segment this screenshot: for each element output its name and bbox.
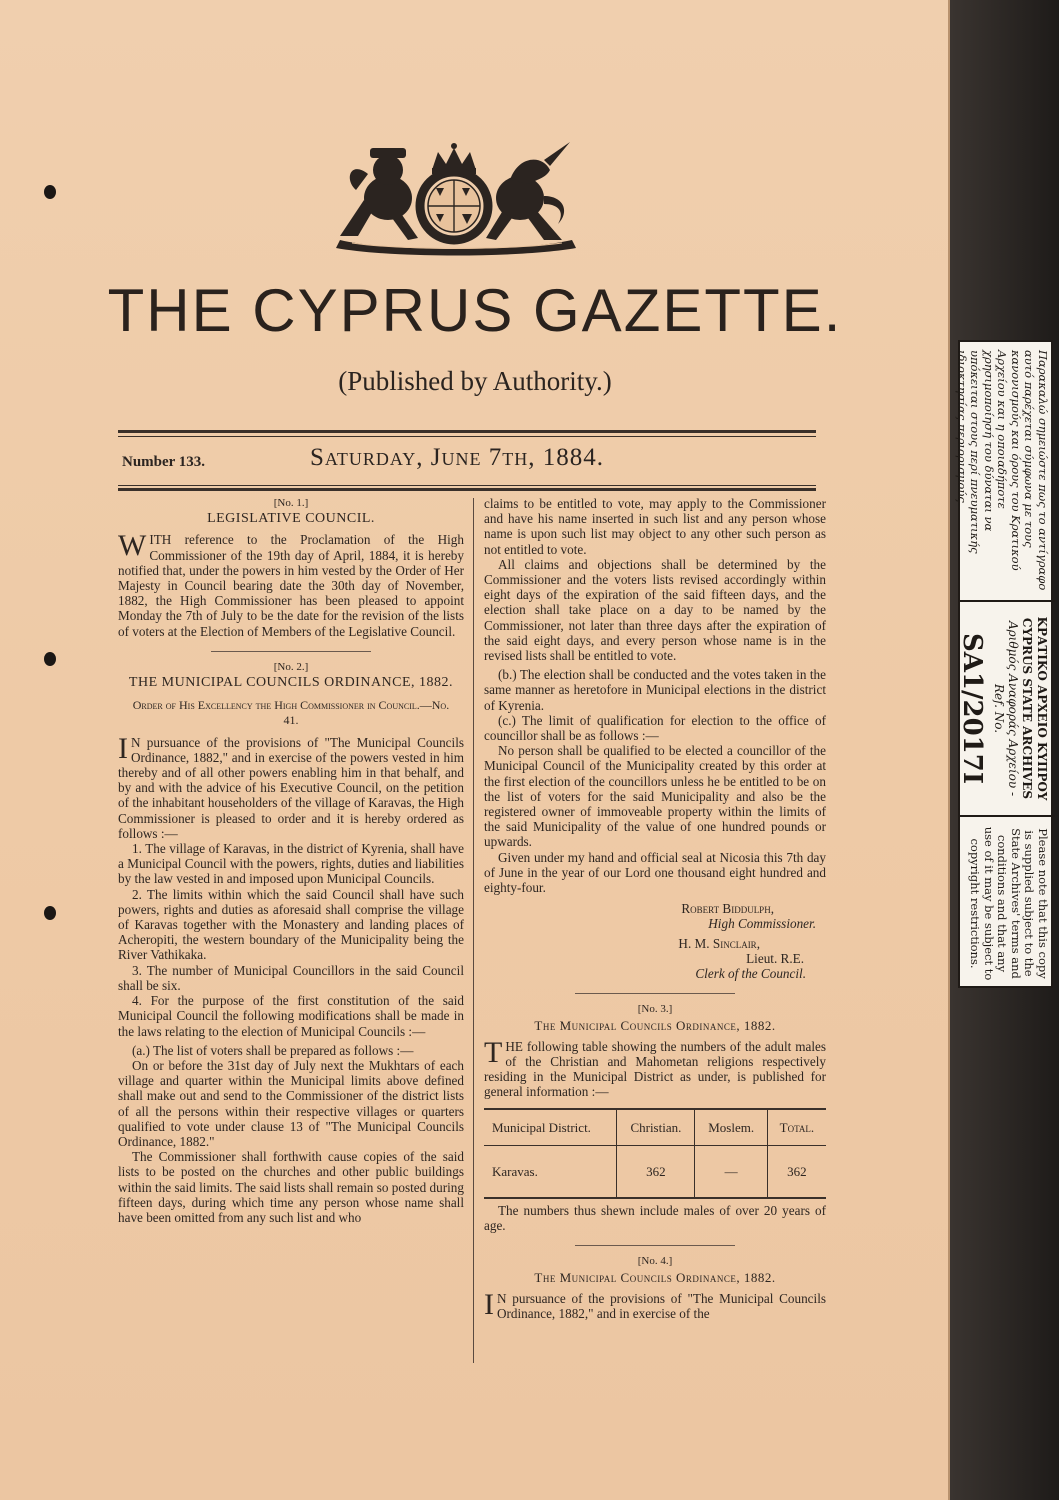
stamp-ref-code: SA1/2017I — [957, 632, 987, 785]
table-header: Christian. — [617, 1109, 695, 1146]
notice-body: IN pursuance of the provisions of "The Municipal Councils Ordinance, 1882," and in exercise of the — [484, 1287, 826, 1321]
table-header: Total. — [767, 1109, 826, 1146]
given-clause: Given under my hand and official seal at Nicosia this 7th day of June in the year of our Lord one thousand eight hundred and eighty-four. — [484, 849, 826, 896]
notice-heading: LEGISLATIVE COUNCIL. — [207, 511, 375, 527]
table-header: Moslem. — [695, 1109, 767, 1146]
left-column — [118, 496, 464, 1225]
signatory-name: Robert Biddulph, — [681, 901, 774, 917]
gazette-title: THE CYPRUS GAZETTE. — [107, 277, 843, 344]
order-clause: 2. The limits within which the said Council shall have such powers, rights and duties as aforesaid shall comprise the village of Karavas together with the Monastery and landing places of Acheropiti, the western boundary of the Municipality being the River Vathikaka. — [118, 886, 464, 963]
issue-number: Number 133. — [122, 454, 206, 470]
table-header-row — [484, 1109, 826, 1146]
notice-number: [No. 1.] — [273, 497, 309, 509]
order-title: Order of His Excellency the High Commissioner in Council.—No. 41. — [132, 698, 450, 728]
archive-stamp — [955, 340, 1053, 988]
gazette-subtitle: (Published by Authority.) — [338, 366, 612, 396]
notice-body: WITH reference to the Proclamation of the High Commissioner of the 19th day of April, 1884, it is hereby notified that, under the powers in him vested by the Order of Her Majesty in Council bearing date the 30th day of November, 1882, the High Commissioner has been pleased to appoint Monday the 7th of July to be the date for the revision of the lists of voters at the Election of Members of the Legislative Council. — [118, 529, 464, 639]
header-rule — [118, 436, 816, 437]
notice-heading: THE MUNICIPAL COUNCILS ORDINANCE, 1882. — [128, 675, 454, 691]
signatory-title: Clerk of the Council. — [695, 966, 806, 982]
table-note: The numbers thus shewn include males of over 20 years of age. — [484, 1202, 826, 1234]
notice-number: [No. 2.] — [273, 660, 309, 673]
order-clause: 1. The village of Karavas, in the district of Kyrenia, shall have a Municipal Council with the powers, rights, duties and liabilities by the law vested in and imposed upon Municipal Councils. — [118, 841, 464, 887]
order-clause: (b.) The election shall be conducted and the votes taken in the same manner as heretofore in Municipal elections in the district of Kyrenia. — [484, 667, 826, 713]
notice-heading: The Municipal Councils Ordinance, 1882. — [534, 1269, 776, 1285]
royal-coat-of-arms-emblem — [300, 140, 600, 252]
stamp-archive-greek: ΚΡΑΤΙΚΟ ΑΡΧΕΙΟ ΚΥΠΡΟΥ — [1035, 616, 1049, 801]
signatory-title: High Commissioner. — [708, 916, 816, 932]
table-cell: 362 — [767, 1145, 826, 1198]
table-cell: — — [695, 1145, 767, 1198]
section-rule — [575, 1245, 735, 1246]
header-rule — [118, 430, 816, 433]
population-table — [484, 1108, 826, 1199]
table-row — [484, 1145, 826, 1198]
table-cell: Karavas. — [492, 1163, 538, 1179]
punch-hole — [44, 906, 56, 920]
order-clause: The Commissioner shall forthwith cause copies of the said lists to be posted on the churches and other public buildings within the said limits. The said lists shall remain so posted during fifteen days, during which time any person whose name shall have been omitted from any such list and who — [118, 1149, 464, 1225]
section-rule — [211, 651, 371, 652]
stamp-archive-label — [957, 602, 1055, 817]
notice-body: THE following table showing the numbers of the adult males of the Christian and Mahometan religions respectively residing in the Municipal District as under, is published for general information :— — [484, 1035, 826, 1100]
stamp-english-note: Please note that this copy is supplied subject to the State Archives' terms and conditions and that any use of it may be subject to copyright restrictions. — [968, 826, 1050, 981]
header-rule — [118, 488, 816, 491]
notice-heading: The Municipal Councils Ordinance, 1882. — [534, 1017, 776, 1033]
column-divider — [473, 498, 474, 1363]
signatory-name: H. M. Sinclair, — [678, 935, 760, 951]
stamp-archive-english: CYPRUS STATE ARCHIVES — [1020, 617, 1034, 800]
order-intro: IN pursuance of the provisions of "The Municipal Councils Ordinance, 1882," and in exercise of the powers vested in him thereby and of all other powers enabling him in that behalf, and by and with the advice of his Executive Council, on the petition of the inhabitant householders of the village of Karavas, the High Commissioner is pleased to order and it is hereby ordered as follows :— — [118, 731, 464, 841]
order-clause: On or before the 31st day of July next the Mukhtars of each village and quarter within the Municipal limits above defined shall make out and send to the Commissioner of the district lists of all the persons within their respective villages or quarters qualified to vote under clause 13 of "The Municipal Councils Ordinance, 1882." — [118, 1057, 464, 1149]
issue-date: Saturday, June 7th, 1884. — [310, 444, 604, 471]
notice-number: [No. 4.] — [637, 1255, 673, 1268]
table-header: Municipal District. — [492, 1119, 591, 1135]
signature-block — [484, 901, 826, 981]
order-clause: (a.) The list of voters shall be prepared as follows :— — [132, 1042, 414, 1058]
order-clause: All claims and objections shall be determined by the Commissioner and the voters lists revised accordingly within eight days of the expiration of the said fifteen days, and the election shall take place on a day to be named by the Commissioner, not later than three days after the expiration of the said eight days, and every person whose name is in the revised lists shall be entitled to vote. — [484, 556, 826, 664]
notice-number: [No. 3.] — [637, 1003, 673, 1016]
order-clause: No person shall be qualified to be elected a councillor of the Municipal Council of the Municipality created by this order at the first election of the councillors unless he be entitled to be on the list of voters for the said Municipality and also be the registered owner of immoveable property within the limits of the said Municipality of the value of one hundred pounds or upwards. — [484, 743, 826, 850]
signatory-rank: Lieut. R.E. — [746, 950, 804, 966]
order-clause: 3. The number of Municipal Councillors in the said Council shall be six. — [118, 962, 464, 993]
order-clause: 4. For the purpose of the first constitution of the said Municipal Council the following modifications shall be made in the laws relating to the election of Municipal Councils :— — [118, 993, 464, 1039]
stamp-greek-note: Παρακαλώ σημειώστε πως το αντίγραφο αυτό παρέχεται σύμφωνα με τους κανονισμούς και όρους του Κρατικού Αρχείου και η οποιαδήποτε χρησιμοποίησή του δύναται να υπόκειται στους περί πνευματικής ιδιοκτησίας περιορισμούς. — [960, 342, 1055, 602]
right-column — [484, 496, 826, 1321]
section-rule — [575, 993, 735, 994]
punch-hole — [44, 652, 56, 666]
stamp-ref-label: Αριθμός Αναφοράς Αρχείου - Ref. No. — [992, 620, 1020, 797]
header-rule — [118, 485, 816, 486]
order-clause: (c.) The limit of qualification for election to the office of councillor shall be as follows :— — [484, 712, 826, 744]
order-clause: claims to be entitled to vote, may apply to the Commissioner and have his name inserted in such list and any person whose name is upon such list may object to any other such person as not entitled to vote. — [484, 496, 826, 557]
punch-hole — [44, 185, 56, 199]
table-cell: 362 — [617, 1145, 695, 1198]
